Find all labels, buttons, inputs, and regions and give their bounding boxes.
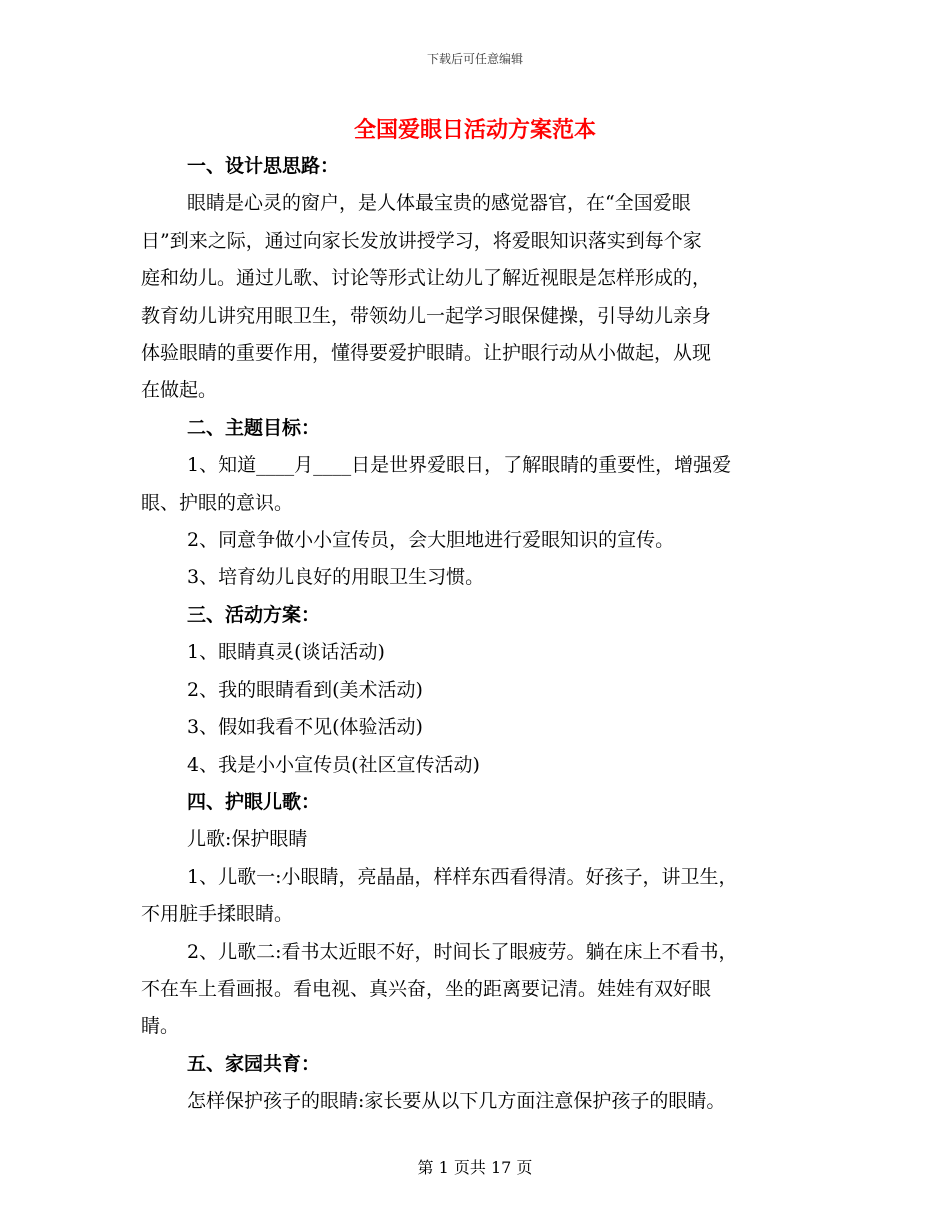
page-footer: 第 1 页共 17 页 [417, 1158, 533, 1177]
paragraph-line: 2、同意争做小小宣传员，会大胆地进行爱眼知识的宣传。 [187, 529, 675, 552]
paragraph-line: 睛。 [141, 1015, 180, 1038]
paragraph-line: 1、知道____月____日是世界爱眼日，了解眼睛的重要性，增强爱 [187, 454, 732, 477]
section-heading: 三、活动方案： [187, 603, 321, 626]
paragraph-line: 儿歌:保护眼睛 [187, 828, 308, 851]
document-body [141, 148, 813, 1121]
section-heading: 四、护眼儿歌： [187, 790, 321, 813]
paragraph-line: 3、假如我看不见(体验活动) [187, 716, 423, 739]
paragraph-line: 眼睛是心灵的窗户，是人体最宝贵的感觉器官，在“全国爱眼 [187, 192, 691, 215]
paragraph-line: 1、儿歌一:小眼睛，亮晶晶，样样东西看得清。好孩子，讲卫生， [187, 865, 738, 888]
section-heading: 一、设计思思路： [187, 155, 340, 177]
paragraph-line: 不用脏手揉眼睛。 [141, 903, 294, 926]
paragraph-line: 庭和幼儿。通过儿歌、讨论等形式让幼儿了解近视眼是怎样形成的， [141, 267, 712, 290]
document-title: 全国爱眼日活动方案范本 [353, 117, 596, 143]
paragraph-line: 3、培育幼儿良好的用眼卫生习惯。 [187, 566, 485, 589]
section-heading: 五、家园共育： [187, 1052, 321, 1075]
section-heading: 二、主题目标： [187, 416, 321, 439]
paragraph-line: 日”到来之际，通过向家长发放讲授学习，将爱眼知识落实到每个家 [141, 229, 702, 252]
paragraph-line: 1、眼睛真灵(谈话活动) [187, 641, 385, 664]
paragraph-line: 不在车上看画报。看电视、真兴奋，坐的距离要记清。娃娃有双好眼 [141, 977, 712, 1000]
paragraph-line: 在做起。 [141, 379, 218, 402]
paragraph-line: 体验眼睛的重要作用，懂得要爱护眼睛。让护眼行动从小做起，从现 [141, 342, 712, 365]
paragraph-line: 2、儿歌二:看书太近眼不好，时间长了眼疲劳。躺在床上不看书， [187, 940, 738, 963]
paragraph-line: 眼、护眼的意识。 [141, 491, 294, 514]
paragraph-line: 2、我的眼睛看到(美术活动) [187, 678, 423, 701]
paragraph-line: 教育幼儿讲究用眼卫生，带领幼儿一起学习眼保健操，引导幼儿亲身 [141, 304, 712, 327]
paragraph-line: 怎样保护孩子的眼睛:家长要从以下几方面注意保护孩子的眼睛。 [187, 1090, 726, 1113]
page-header: 下载后可任意编辑 [426, 52, 523, 66]
paragraph-line: 4、我是小小宣传员(社区宣传活动) [187, 753, 480, 776]
